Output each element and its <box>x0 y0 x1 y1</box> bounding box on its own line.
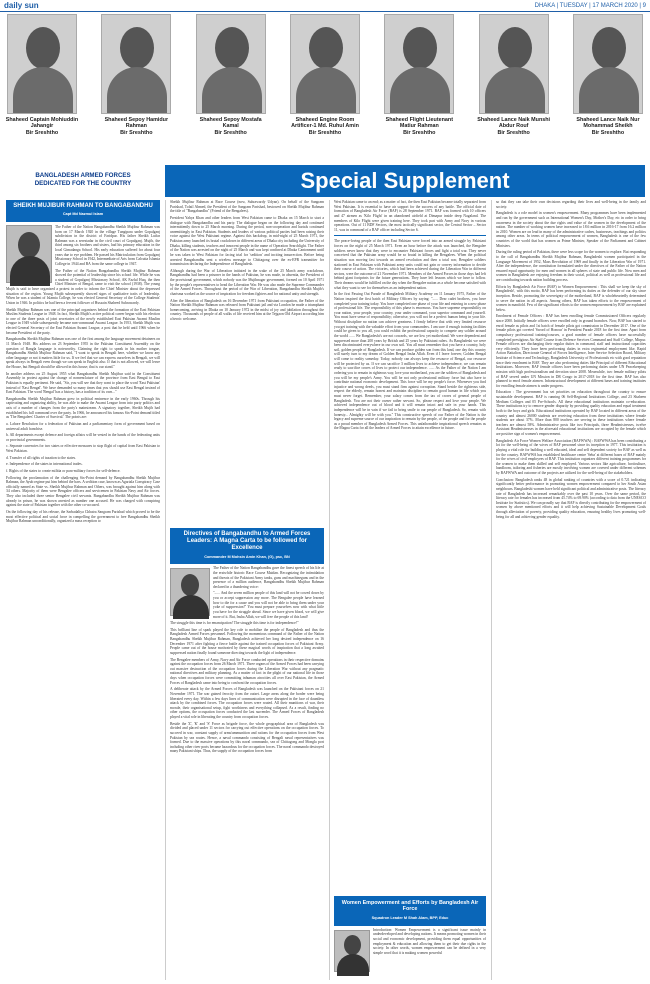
article-column-5 <box>496 200 646 521</box>
portrait-row <box>0 14 650 161</box>
portrait-name: Shaheed Captain Mohiuddin Jahangir <box>5 117 79 130</box>
article-headline: Women Empowerment and Efforts by Bangladesh Air Force <box>337 899 483 914</box>
portrait-card <box>570 14 646 161</box>
portrait-name: Shaheed Sepoy Mostafa Kamal <box>199 117 262 130</box>
paragraph: Enrolment of Female Officers : BAF has been enrolling female Commissioned Officers regularly since 2000. Initially female officers were enrolled only in ground branches. Now, BAF has started to enrol female as pilots and 1st batch of female pilots got commission in December 2017. One of the female pilots got coveted 'Sword of Honour' in President Parade 2018 for the first time. Apart from compulsory professional training/courses, a good number of female officers have successfully completed prestigious Air Staff Course from Defence Services Command and Staff College, Mirpur. Female officers are discharging their regular duties in command, staff and instructional capacities very efficiently. They have been performing duties in extra regimental employment like, Rapid Action Battalion, Directorate General of Forces Intelligence, Inter Service Selection Board, Military Institute of Science and Technology, Bangladesh University of Professionals etc with good reputation since their enrolment in BAF. They are also performing duties like Principal of different Educational Institutions. Moreover, BAF female officers have been performing duties under UN Peacekeeping mission with high professionalism and devotion since 2008. Meanwhile, two female military pilots of BAF served under UN Mission in DR Congo in 2017-2018 for the first time. BAF has also planned to enrol female airmen. Infrastructural development at different bases and training institutes for enrolling female airmen is under progress. <box>496 314 646 388</box>
section-rule <box>334 235 486 236</box>
article-byline: Squadron Leader M Shah Alam, BPP, Educ <box>371 915 449 920</box>
portrait-name: Shaheed Engine Room Artificer-1 Md. Ruhul Amin <box>291 117 359 130</box>
portrait-card <box>287 14 363 161</box>
article-headline-box <box>170 528 324 564</box>
special-supplement-banner <box>165 165 645 197</box>
masthead <box>0 0 650 12</box>
portrait-photo <box>101 14 171 114</box>
paragraph: The peace-loving people of the then East Pakistan were forced into an armed struggle by Pakistani forces on the night of 25 March 1971. Even an hour before the attack was launched, the Bengalee soldiers never knew that they were to encounter Pakistani forces and fight a total war. They never conceived that the Pakistan army would be so brutal in killing the Bengalees. When the political situation was moving fast towards an armed revolution and then a total war, Bengalee soldiers stationed in East Pakistan with Pakistani army units could not gain or convey information to decide their course of action. The victories, which had been achieved during the Liberation War in different sectors, were the outcome of 21 November 1971. Members of the Armed Forces in those days had left behind giant footprints for the future generations. They have left lessons which we have to follow. Their dreams would be fulfilled on the day when the Bengalee nation as a whole become satisfied with what they want to see for themselves as an independent nation. <box>334 239 486 290</box>
portrait-photo <box>479 14 549 114</box>
article-byline: Commander M Mohsin Amin Khan, (G), psc, BN <box>204 554 290 559</box>
directives-article <box>170 528 324 756</box>
paragraph: Efforts by Bangladesh Air Force (BAF) to Women Empowerment : This shall we keep the sky of Bangladesh!, with this motto, BAF has been performing its duties as the defender of our sky since inception. Beside, promoting the sovereignty of the motherland, BAF is wholeheartedly determined to serve the nation in all aspects. Among others, BAF has taken efforts to the empowerment of women in manifold. Few of the significant efforts to the women empowerment by BAF are explained below. <box>496 284 646 312</box>
portrait-photo <box>290 14 360 114</box>
article-byline: Capt Md Nazmul Islam <box>62 212 104 217</box>
paragraph: The Father of the Nation Bangabandhu Sheikh Mujibur Rahman was born on 17 March 1920 in the village Tungipara under Gopalganj subdivision in the district of Faridpur. His father Sheikh Lutfar Rahman was a serestadar in the civil court of Gopalganj. Mujib, the third among six brothers and sisters, had his primary education in the local Gimadanga School. His early education suffered for about four years due to eye problem. He passed his Matriculation from Gopalganj Missionary School in 1942, Intermediate of Arts from Calcutta Islamia College in 1944 and BA from the same college in 1947. <box>55 224 160 266</box>
paragraph: e. Independence of the states in international trades. <box>6 462 83 467</box>
paragraph: a. Lahore Resolution for a federation of Pakistan and a parliamentary form of government based on universal adult franchise. <box>6 421 160 431</box>
paragraph: Education : The government has set priorities on education throughout the country to ensure sustainable development. BAF is running 06 Self-Regional Institutions College, and 23 Shaheen Medium Colleges and 05 Pre-Schools. All these educational institutions maintain co-education. These institutions try to remove gender disparity by providing quality education and equal treatment both to the boys and girls. Educational institutions operated by BAF located in different areas of the country and almost 26000 students are receiving education from these institutions where female students are about 37%. More than 800 teachers are serving in these institutions where female teachers are almost 58%. Administrative posts like two Principals, three Headmistresses, twelve Assistant Headmistresses in the aforesaid educational institutions are occupied by the female which are positive sign of women's empowerment. <box>496 390 646 436</box>
paragraph: President Yahya Khan and other leaders from West Pakistan came to Dhaka on 15 March to start a dialogue with Bangabandhu and his party. The dialogue began on the following day and continued intermittently down to 25 March morning. During the period, non-cooperation and hartals continued unremittingly in East Pakistan. Students and leaders of various political parties had been raising their voice against the West Pakistani regime. Against this backdrop, in mid-night of 25 March 1971, the Pakistan army launched its brutal crackdown in different areas of Dhaka city including the University of Dhaka, killing students, teachers and innocent people in the name of Operation Searchlight. The Father of the Nation was arrested on the night of 25 March and was kept confined at Dhaka Cantonment until he was taken to West Pakistan for facing trial for 'sedition' and inciting insurrection. Before being arrested Bangabandhu sent a wireless message to Chittagong over the ex-EPR transmitter for transmission declaring the Independence of Bangladesh. <box>170 215 324 267</box>
portrait-title: Bir Sreshtho <box>497 129 530 136</box>
portrait-card <box>4 14 80 161</box>
article-column-2 <box>170 200 324 525</box>
paragraph: Beside the 'Z', 'K' and 'S' Force as brigade force, the whole geographical area of Bangladesh was divided and placed under 11 sectors for carrying out effective operations on the occupation forces. To succeed in war, constant supply of arms/ammunition and rations for the occupation forces from West Pakistan by sea routes. Hence, a naval commando consisting of Bengali naval representatives was formed. Due to the massive operations by this naval commando, sea of Chittagong and Mongla port including other river ports became hazardous for the occupation forces. The naval commando destroyed many Pakistani ships. Thus, the supply of the occupation forces from <box>170 721 324 754</box>
portrait-name: Shaheed Flight Lieutenant Matiur Rahman <box>385 117 453 130</box>
paragraph: During the ruling period of Pakistan, there were less scope for the women to explore. But responding to the call of Bangabandhu Sheikh Mujibur Rahman, Bangladeshi women participated in the Language Movement of 1952, Mass Revolution of 1969 and finally in the Liberation War of 1971. After the independence, the constitution formulated under the directives of the Father of the Nation ensured equal opportunity for men and women in all spheres of state and public life. Now men and women in Bangladesh are enjoying freedom in their social, political as well as professional life and are contributing towards nation building process. <box>496 250 646 282</box>
paragraph: Introduction: Women Empowerment is a significant issue mainly in underdeveloped and developing nations. It means promoting women in their social and economic development, providing them equal opportunities of employment & education and allowing them to get their due rights in the society. In other words, women empowerment can be defined in a very simple word that it is making women powerful <box>373 927 486 955</box>
portrait-title: Bir Sreshtho <box>403 129 436 136</box>
paragraph: Bangabandhu Sheikh Mujibur Rahman grew in political eminence in the early 1960s. Through his captivating and organizing ability, he was able to make the Awami League from into party politics and axis of a number of changes from the party's mainstream. A signatory together, Sheikh Mujib had established his full command over the party. In 1966, he announced his famous Six-Point demand titled as 'The Bengalees' Charter of Survival.' The points are: <box>6 396 160 420</box>
column-divider <box>165 200 166 980</box>
portrait-photo <box>7 14 77 114</box>
portrait-photo <box>384 14 454 114</box>
paragraph: A deliberate attack by the Armed Forces of Bangladesh was launched on the Pakistani forces on 21 November 1971. The war gained ferocity from the outset. Large areas along the border were being liberated every day. Within a few days lines of communication were disrupted in the face of dauntless attack by the combined forces. The occupation forces were routed. All their munitions of war, their morale, their organisational setup, fight worthiness and everything collapsed. As a result, finding no other options, the occupation forces conducted the last surrender. The Armed Forces of Bangladesh played a vital role in liberating the country from occupation forces. <box>170 687 324 720</box>
portrait-photo <box>196 14 266 114</box>
portrait-title: Bir Sreshtho <box>214 129 247 136</box>
portrait-title: Bir Sreshtho <box>591 129 625 136</box>
paragraph: On the following day of his release, the Sarbadaliya Chhatra Sangram Parishad which proved to be the most effective political and social force in compelling the government to free Bangabandhu Sheikh Mujibur Rahman unconditionally, organized a mass reception to <box>6 509 160 524</box>
paragraph: Sheikh Mujibur Rahman was one of the principal organizers behind the formation of the East Pakistan Muslim Students League in 1948. In fact, Sheikh Mujib's active political career began with his election to one of the three posts of joint secretaries of the newly established East Pakistan Awami Muslim League in 1949 while subsequently became non-communal Awami League. In 1953, Sheikh Mujib was elected General Secretary of the East Pakistan Awami League, a post that he held until 1966 when he became President of the party. <box>6 307 160 335</box>
article-headline: SHEIKH MUJIBUR RAHMAN TO BANGABANDHU <box>9 203 157 210</box>
paragraph: In another address on 25 August 1955 what Bangabandhu Sheikh Mujibur said in the Constituent Assembly in protest against the change of nomenclature of the province from East Bengal to East Pakistan is equally pertinent. He said, "Sir, you will see that they want to place the word 'East Pakistan' instead of 'East Bengal'. We have demanded so many times that you should use East Bengal instead of East Pakistan. The word 'Bengal' has a history, has a tradition of its own..." <box>6 371 160 395</box>
paragraph: Sheikh Mujibur Rahman at Race Course (now, Suhrawardy Udyan). On behalf of the Sangram Parishad, Tofail Ahmed, the President of the Sangram Parishad, bestowed on Sheikh Mujibur Rahman the title of "Bangabandhu" (Friend of the Bengalees). <box>170 200 324 214</box>
paragraph: After the liberation of Bangladesh on 16 December 1971 from Pakistani occupation, the Father of the Nation Sheikh Mujibur Rahman was released from Pakistani jail and via London he made a triumphant homecoming, arriving in Dhaka on 10 January 1972 in the midst of joy and jubilation throughout the country. Thousands of people of all walks of life received him at the Tejgaon Old Airport according him a heroic welcome. <box>170 298 324 321</box>
newspaper-logo: daily sun <box>4 1 39 10</box>
paragraph: West Pakistan came to an end; as a matter of fact, the then East Pakistan became totally separated from West Pakistan. It is essential to have air support for the success of any battle. The official date of formation of Bangladesh Air Force (BAF) is 28 September 1971. BAF was formed with 10 officers and 47 airmen as 'Kilo Flight' in an abandoned airfield at Dimapur inside deep Nagaland. The members of Kilo Flight were given training here. They took part with Army and Navy in various operations. Out of 11 BDF Sectors, the most tactically significant sector, the Central Sector – Sector 11, was in command of a BAF officer including Sector 6. <box>334 200 486 232</box>
article-column-3 <box>334 200 486 433</box>
portrait-photo <box>573 14 643 114</box>
paragraph: Bangabandhu Sheikh Mujibur Rahman was one of the first among the language movement detainees on 11 March 1948. His address on 23 September 1955 in the Pakistan Constituent Assembly on the question of Bangla language is noteworthy. Claiming the right to speak in his mother tongue, Bangabandhu Sheikh Mujibur Rahman said, "I want to speak in Bengali here, whether we know any other language or not it matters little for us. If we feel that we can express ourselves in Bengali, we will speak always in Bengali even though we can speak in English also. If that is not allowed, we will leave the House, but Bengali should be allowed in this house; that is our stand." <box>6 337 160 370</box>
paragraph: so that they can take their own decisions regarding their lives and well-being in the family and society. <box>496 200 646 209</box>
article-column-1 <box>6 200 160 526</box>
paragraph: The Father of the Nation Bangabandhu gave the finest speech of his life at the erstwhile historic Race Course Maidan. Recognizing the intimidation and threats of the Pakistani Army tanks, guns and machineguns and in the presence of a million audience, Bangabandhu Sheikh Mujibur Rahman declared in a thundering voice: <box>213 566 324 589</box>
portrait-title: Bir Sreshtho <box>308 129 342 136</box>
section-banner-line: BANGLADESH ARMED FORCES <box>35 172 131 179</box>
portrait-card <box>193 14 269 161</box>
paragraph: f. Rights of the states to create militia or para-military forces for self-defence. <box>6 468 121 473</box>
paragraph: d. Transfer of all rights of taxation to the states. <box>6 455 76 460</box>
portrait-name: Shaheed Lance Naik Munshi Abdur Rouf <box>477 117 551 130</box>
column-divider <box>329 200 330 980</box>
paragraph: The Father of the Nation Bangabandhu Sheikh Mujibur Rahman showed the potential of leadership since his school life. While he was a student of Gopalganj Missionary School, AK Fazlul Huq, the then Chief Minister of Bengal, came to visit the school (1938). The young Mujib is said to have organized a protest in order to inform the Chief Minister about the depressed situation of the region. Young Mujib subsequently showed signs of qualitative traits of leadership. When he was a student of Islamia College, he was elected General Secretary of the College Students' Union in 1946. In politics he had been a fervent follower of Hussain Shaheed Suhrawardy. <box>6 268 160 305</box>
paragraph: The Bengalee members of Army, Navy and Air Force conducted operations in their respective domains against the occupation forces from 26 March 1971. Three organs of the Armed Forces had been carrying out massive destruction of the occupation forces during the Liberation War without any pragmatic national directives and military planning. As a matter of fact in the plight of our national life in those days when occupation forces were committing inhuman atrocities all over East Pakistan, the Armed Forces of Bangladesh came into being to confront the occupation forces. <box>170 657 324 685</box>
paragraph: c. Separate currencies for two states or effective measures to stop flight of capital from East Pakistan to West Pakistan. <box>6 444 160 454</box>
section-banner-line: DEDICATED FOR THE COUNTRY <box>34 180 132 188</box>
paragraph: This brilliant line of spark played the key role to mobilize the people of Bangladesh and thus the Bangladesh Armed Forces personnel. Following the momentous command of the Father of the Nation Bangabandhu Sheikh Mujibur Rahman, Bangladesh achieved her long desired independence on 16 December 1971 after fighting a fierce battle against the trained occupation forces of Pakistani Army. People came out of the house motivated by these magical words of inspiration that a long awaited suppressed nation finally found someone directing towards the light of independence. <box>170 627 324 655</box>
portrait-card <box>476 14 552 161</box>
portrait-card <box>98 14 174 161</box>
paragraph: Bangladesh Air Force Women Welfare Association (BAFWWA) : BAFWWA has been contributing a lot for the well-being of the wives of BAF personnel since its inception in 1977. This institution is playing a vital role for building a well educated, ideal and self dependent society for BAF as well as for the country. BAFWWA has established healthcare centre 'Seba' at different bases of BAF mainly for the wives of civil employees of BAF. This institution organizes different training programmes for the women to make them skilled and self employed. Various sectors like agriculture, horticulture, handloom, tailoring and fisheries are mostly involving women are covered under different schemes by BAFWWA and outcome of the projects are utilized for the well-being of the stakeholders. <box>496 438 646 475</box>
paragraph: Although during the War of Liberation initiated in the wake of the 25 March army crackdown, Bangabandhu had been a prisoner in the hands of Pakistan, he was made, in absentia, the President of the provisional government, which nobody was the Mujibnagar government, formed on 10 April 1971 by the people's representatives to head the Liberation War. He was also made the Supreme Commander of the Armed Forces. Throughout the period of the War of Liberation, Bangabandhu Sheikh Mujib's charisma worked as the source of inspiration for freedom fighters and for national unity and strength. <box>170 268 324 296</box>
special-supplement-title: Special Supplement <box>300 168 510 193</box>
column-divider <box>491 200 492 980</box>
paragraph: Following the proclamation of the challenging Six-Point demand by Bangabandhu Sheikh Mujibur Rahman, the Ayub regime put him behind the bars. A sedition case, known as Agartala Conspiracy Case officially named as State vs. Sheikh Mujibur Rahman and Others, was brought against him along with 34 others. Majority of them were Bengalee officers and servicemen in Pakistan Navy and Air forces. They also included three senior Bengalee civil servants. Bangabandhu Sheikh Mujibur Rahman was already in prison, he was shown arrested as number one accused. He was charged with conspiring against the state of Pakistan together with the other co-accused. <box>6 475 160 508</box>
article-headline: Directives of Bangabandhu to Armed Forces Leaders: A Magna Carta to be followed for Excellence <box>173 531 321 553</box>
article-headline-box <box>6 200 160 222</box>
paragraph: The struggle this time is for emancipation! The struggle this time is for independence!" <box>170 621 299 626</box>
section-banner <box>8 172 158 188</box>
paragraph: Bangladesh is a role model in women's empowerment. Many programmes have been implemented and run by the government such as International Women's Day, Mother's Day, etc in order to bring awareness in the society about the due rights and value of the women in the development of the nation. The number of working women have increased to 18.6 million in 2016-17 from 16.2 million in 2010. Women are on lead in many of the administrative cadres, businesses, teachings and politics among other areas. In terms of political empowerment of women, Bangladesh is one of the few countries of the world that has women as Prime Minister, Speaker of the Parliament and Cabinet Ministers. <box>496 211 646 248</box>
portrait-name: Shaheed Lance Naik Nur Mohammad Sheikh <box>576 117 640 130</box>
portrait-title: Bir Sreshtho <box>25 129 59 136</box>
portrait-title: Bir Sreshtho <box>120 129 153 136</box>
portrait-name: Shaheed Sepoy Hamidur Rahman <box>104 117 169 130</box>
article-headline-box <box>334 896 486 926</box>
bangabandhu-photo <box>6 225 52 283</box>
portrait-card <box>381 14 457 161</box>
paragraph: In the first Passing Out Parade of Bangladesh Military Academy on 11 January 1975, Father of the Nation inspired the first batch of Military Officers by saying: "...... Dear cadet brothers, you have completed your training today. You have completed one phase of your life and entering in a new phase of professional life. The responsibility of this phase is enormous. You have supreme responsibility on your nation, your people, your country, your under command, your superior command and yourself. You must have sense of responsibility; otherwise, you will not be a perfect human being in your life. Without discipline no nation can achieve greatness. I firmly believe that with very limited resource you get training with the valuable effort from your commanders. I am sure if enough training facilities could be given to you all, you could exhibit the professional capacity to compete any soldier around the world ...... We Bangladeshi's are not cowards, we are low yet motherland. We were dependent and suppressed more than 200 years by British and 25 years by Pakistani rulers. As Bangladeshi we were been discriminated everywhere in our own soil. You all must remember that you have a country, holy soil, golden people of Bangladesh. If we can produce golden son from this land, one day this country will surely turn to my dream of Golden Bengal Insha Allah. Even if I leave forever, Golden Bengal will come to reality someday. Today, nobody can always keep the resource of Bengal, our resource will be protected by us. If we can sacrifice 3 million lives to achieve independence, we can remain ready to sacrifice crores of lives to protect our independence. ...... As the Father of the Nation I am ordering you to remain in righteous way, love your motherland, you are the soldiers of Bangladesh and you will be my people's Army. You will be not only professional military force but also have to contribute national economic development. This force will be my people's force. Whenever you find injustice and wrong deeds, you must stand firm against corruption. Stand beside the righteous side, respect the elderly, remain honest and maintain discipline to remain good human in life which you must never forget. Remember, your salary comes from the tax of crores of general people of Bangladesh. You are not their owner rather servant. So, please respect and love your people. We achieved independence out of blood and it will remain intact and safe in your hands. This independence will be in vain if we fail to bring smile to our people of Bangladesh. So, remain with honesty... Almighty will be with you." This constructive speech of our Father of the Nation is the legacy and supreme source of our inspiration to remain by the people, of the people and for the people as a proud member of Bangladesh Armed Forces. This unfathomable inspirational speech remains as the Magna Carta for all the leaders of Armed Forces to attain excellence in future. <box>334 292 486 431</box>
bangabandhu-speech-photo <box>170 568 210 616</box>
women-empowerment-article <box>334 896 486 974</box>
paragraph: "...... And the seven million people of this land will not be cowed down by you or accept suppression any more. The Bengalee people have learned how to die for a cause and you will not be able to bring them under your yoke of suppression!" You must prepare yourselves now with what little you have for the struggle ahead. Since we have given blood, we will give more of it. But, Insha Allah, we will free the people of this land! <box>213 591 324 619</box>
paragraph: Conclusion: Bangladesh ranks 48 in global ranking of countries with a score of 0.721 indicating significantly better performance in promoting women empowerment compared to her South Asian neighbours. Bangladeshi women have held significant political and administrative posts. The literacy rate of Bangladesh has increased remarkably over the past 10 years. Over the same period, the literacy rate for females has increased from 45.74% to 69.90% (according to data from the UNESCO Institute for Statistics). We can proudly say that BAF is directly contributing for the empowerment of women by above mentioned efforts and it will help achieving Sustainable Development Goals through alleviation of poverty, providing quality education, ensuring healthy lives promoting well-being for all and achieving gender equality. <box>496 477 646 519</box>
paragraph: b. All departments except defence and foreign affairs will be vested in the hands of the federating units or provincial governments. <box>6 433 160 442</box>
author-photo <box>334 930 370 972</box>
dateline: DHAKA | TUESDAY | 17 MARCH 2020 | 9 <box>534 2 646 9</box>
